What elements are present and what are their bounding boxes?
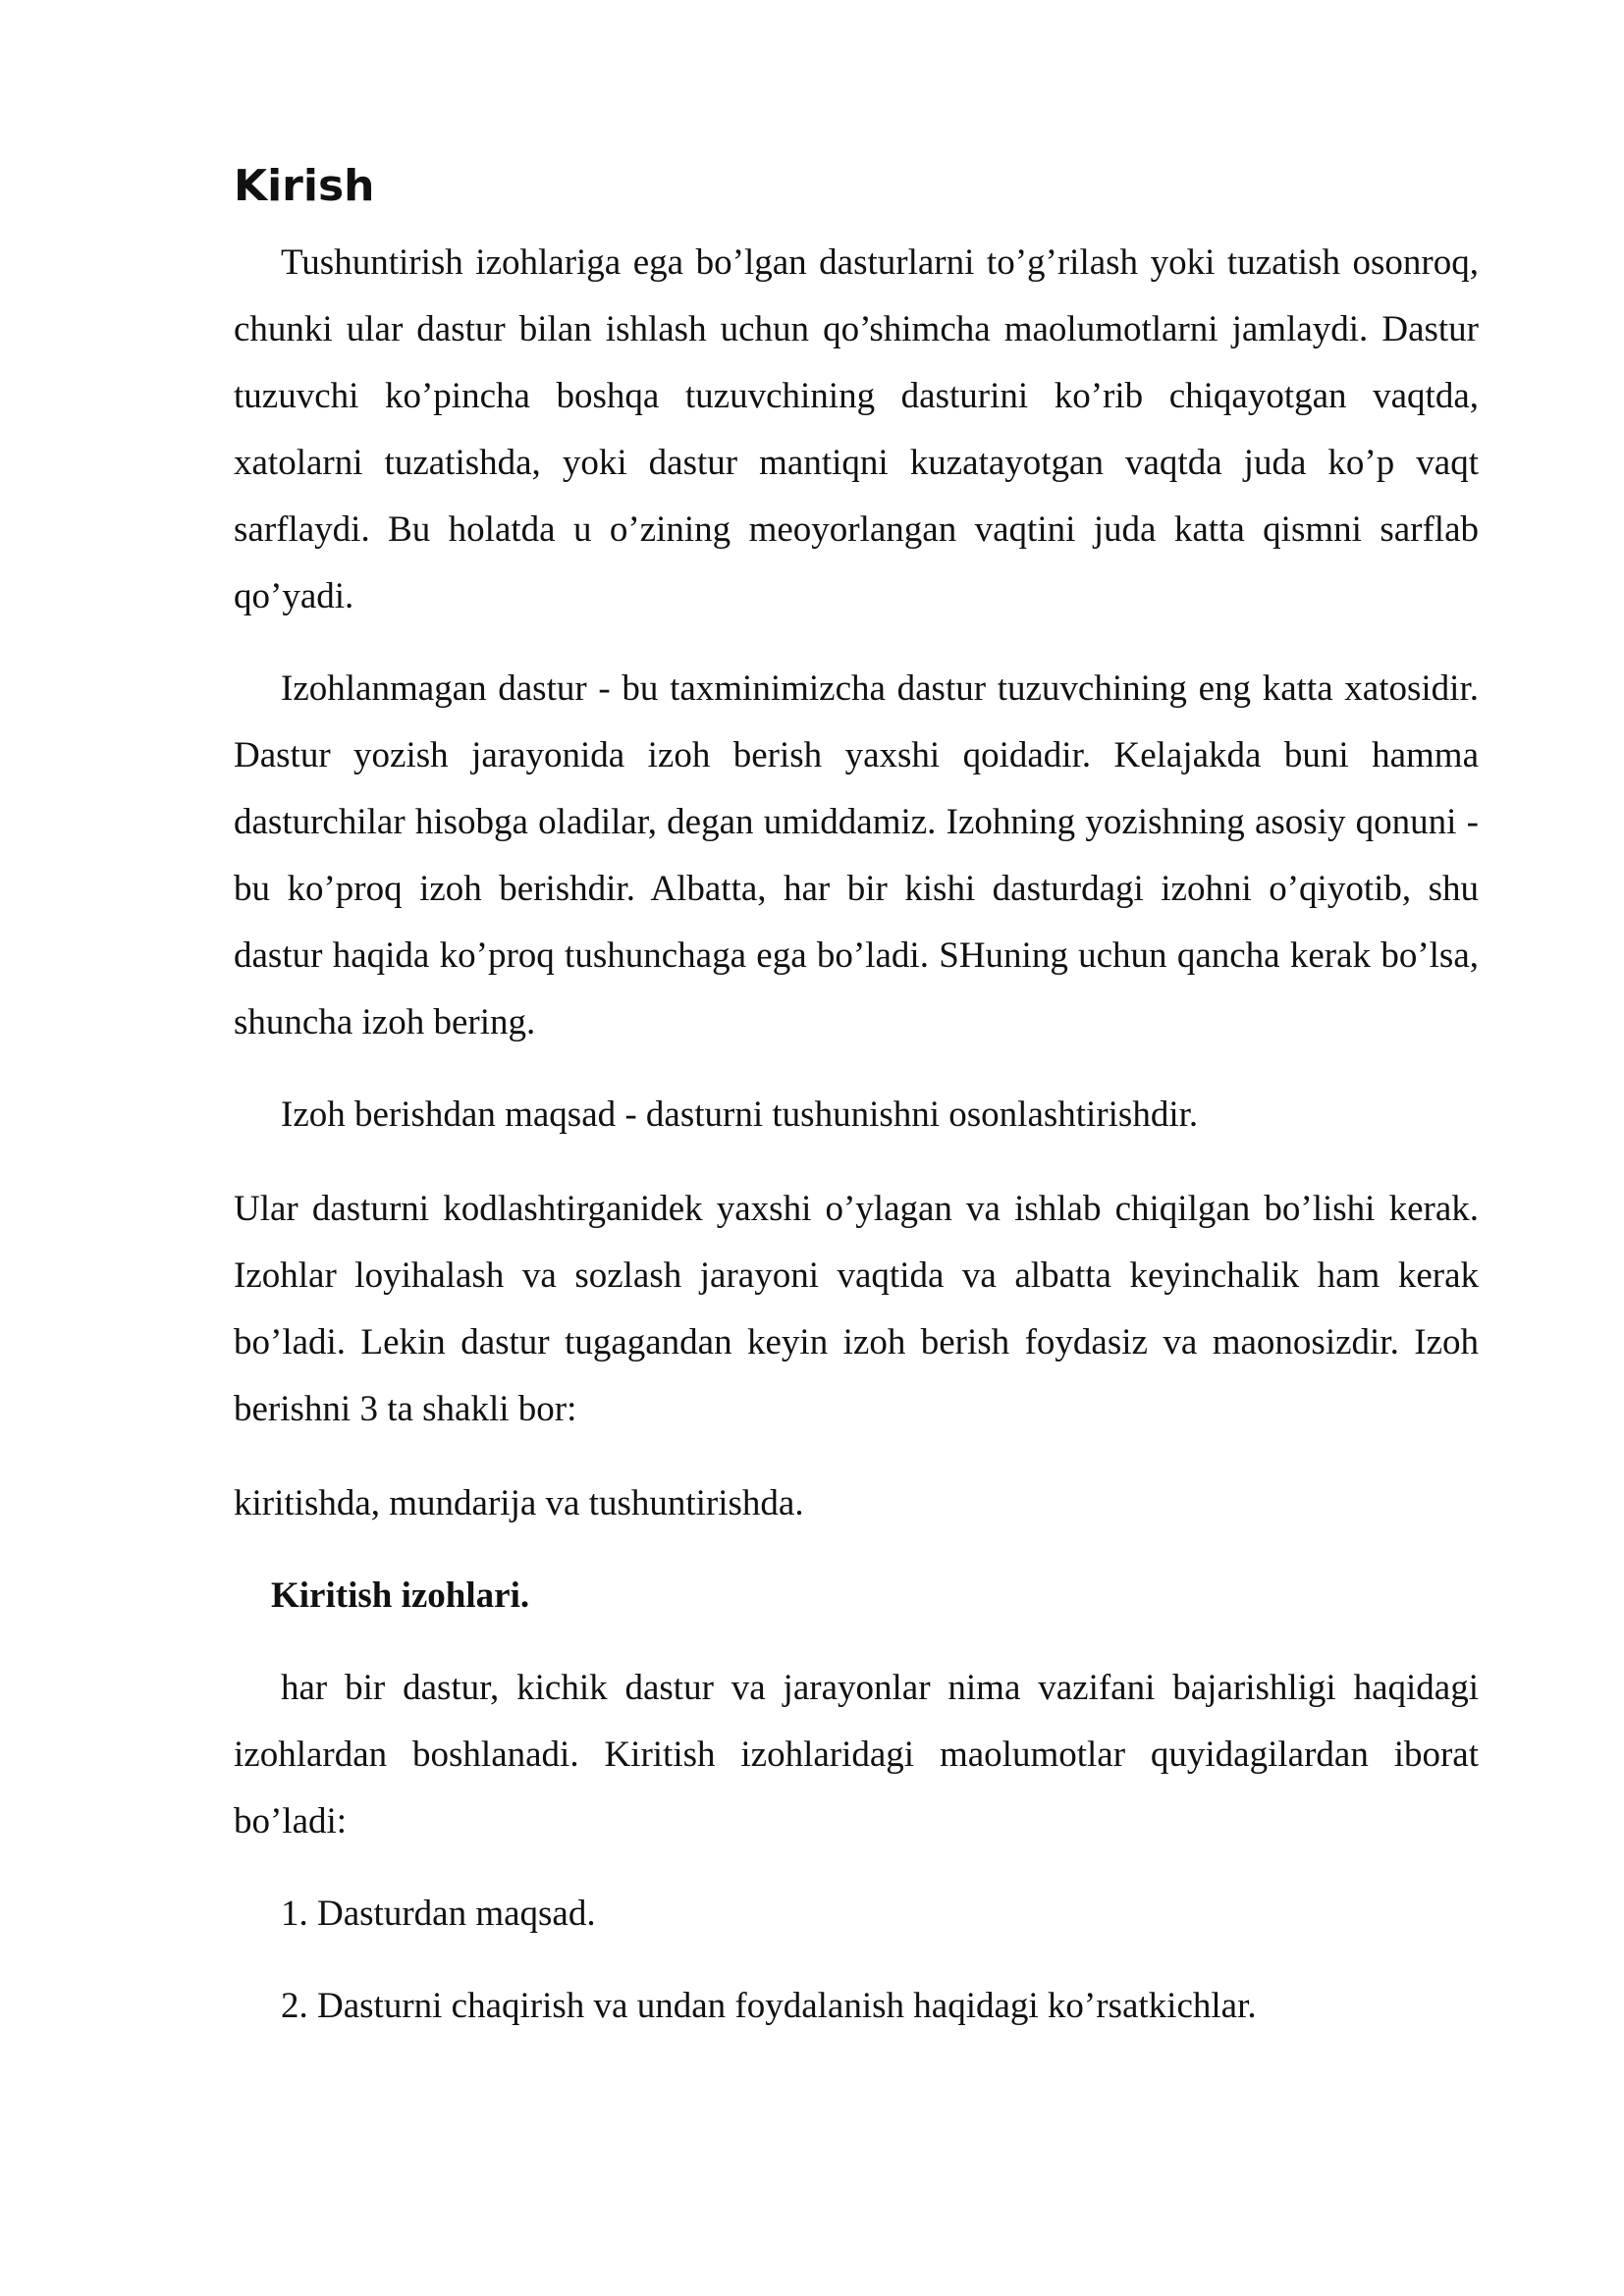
paragraph-4: Ular dasturni kodlashtirganidek yaxshi o’ylagan va ishlab chiqilgan bo’lishi kerak. Izohlar loyihalash va sozlash jarayoni vaqtida va albatta keyinchalik ham kerak bo’ladi. Lekin dastur tugagandan keyin izoh berish foydasiz va maonosizdir. Izoh berishni 3 ta shakli bor: bbox=[234, 1189, 1479, 1429]
list-item: 2. Dasturni chaqirish va undan foydalanish haqidagi ko’rsatkichlar. bbox=[281, 1986, 1257, 2026]
paragraph-6: har bir dastur, kichik dastur va jarayonlar nima vazifani bajarishligi haqidagi izohlardan boshlanadi. Kiritish izohlaridagi maolumotlar quyidagilardan iborat bo’ladi: bbox=[234, 1668, 1479, 1842]
paragraph-2: Izohlanmagan dastur - bu taxminimizcha dastur tuzuvchining eng katta xatosidir. Dastur yozish jarayonida izoh berish yaxshi qoidadir. Kelajakda buni hamma dasturchilar hisobga oladilar, degan umiddamiz. Izohning yozishning asosiy qonuni - bu ko’proq izoh berishdir. Albatta, har bir kishi dasturdagi izohni o’qiyotib, shu dastur haqida ko’proq tushunchaga ega bo’ladi. SHuning uchun qancha kerak bo’lsa, shuncha izoh bering. bbox=[234, 668, 1479, 1042]
document-body bbox=[234, 157, 1479, 2040]
paragraph-1: Tushuntirish izohlariga ega bo’lgan dasturlarni to’g’rilash yoki tuzatish osonroq, chunki ular dastur bilan ishlash uchun qo’shimcha maolumotlarni jamlaydi. Dastur tuzuvchi ko’pincha boshqa tuzuvchining dasturini ko’rib chiqayotgan vaqtda, xatolarni tuzatishda, yoki dastur mantiqni kuzatayotgan vaqtda juda ko’p vaqt sarflaydi. Bu holatda u o’zining meoyorlangan vaqtini juda katta qismni sarflab qo’yadi. bbox=[234, 242, 1479, 616]
section-heading: Kiritish izohlari. bbox=[271, 1575, 530, 1616]
list-item: 1. Dasturdan maqsad. bbox=[281, 1894, 596, 1934]
page-title: Kirish bbox=[234, 161, 375, 211]
paragraph-5: kiritishda, mundarija va tushuntirishda. bbox=[234, 1483, 804, 1523]
paragraph-3: Izoh berishdan maqsad - dasturni tushunishni osonlashtirishdir. bbox=[281, 1095, 1199, 1135]
